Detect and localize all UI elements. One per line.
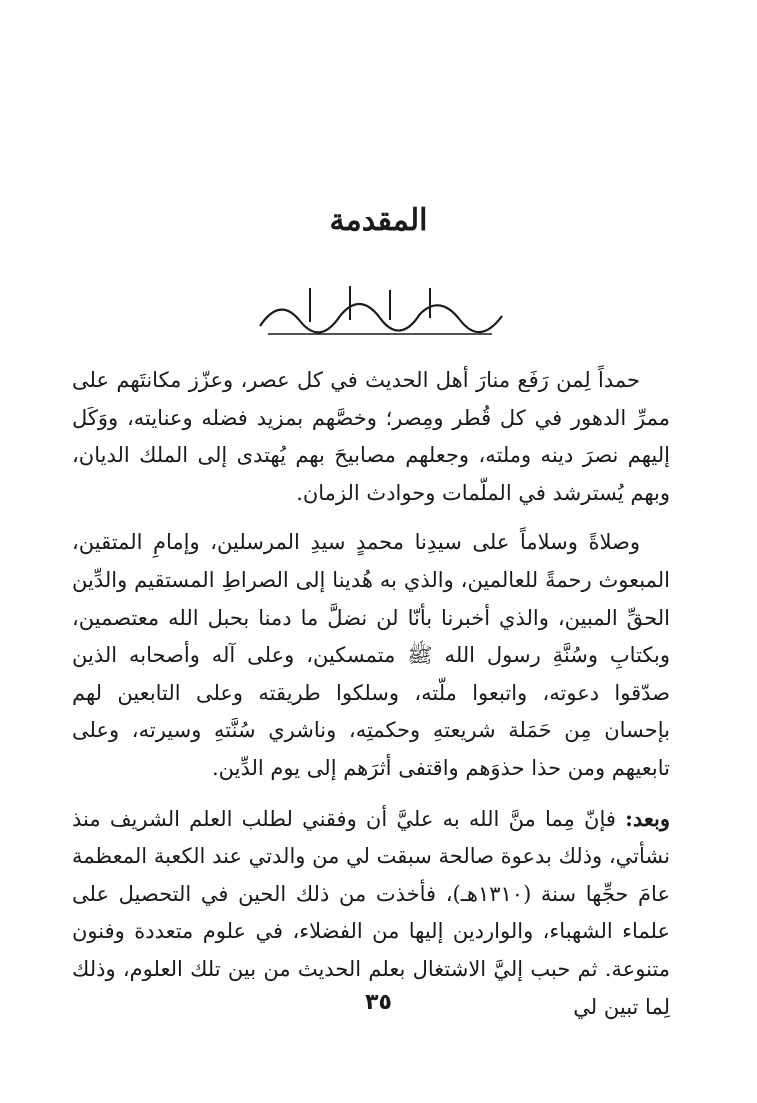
basmala-calligraphy (240, 276, 520, 346)
paragraph-2-text: وصلاةً وسلاماً على سيدِنا محمدٍ سيدِ المرسلين، وإمامِ المتقين، المبعوث رحمةً للعالمين، والذي به هُدينا إلى الصراطِ المستقيم والدِّين الحقِّ المبين، والذي أخبرنا بأنّا لن نضلَّ ما دمنا بحبل الله معتصمين، وبكتابِ وسُنَّةِ رسول الله ﷺ متمسكين، وعلى آله وأصحابه الذين صدّقوا دعوته، واتبعوا ملّته، وسلكوا طريقته وعلى التابعين لهم بإحسان مِن حَمَلة شريعتهِ وحكمتِه، وناشري سُنَّتهِ وسيرته، وعلى تابعيهم ومن حذا حذوَهم واقتفى أثرَهم إلى يوم الدِّين. (72, 530, 670, 780)
paragraph-1-text: حمداً لِمن رَفَع منارَ أهل الحديث في كل عصر، وعزّز مكانتَهم على ممرِّ الدهور في كل قُطر ومِصر؛ وخصَّهم بمزيد فضله وعنايته، ووَكَل إليهم نصرَ دينه وملته، وجعلهم مصابيحَ بهم يُهتدى إلى الملك الديان، وبهم يُسترشد في الملّمات وحوادث الزمان. (72, 368, 670, 505)
paragraph-3-lead: وبعد: (625, 805, 670, 831)
paragraph-1 (72, 362, 670, 512)
paragraph-2 (72, 524, 670, 787)
body-text (72, 362, 670, 1038)
chapter-title: المقدمة (329, 203, 428, 238)
paragraph-3-text: فإنّ مِما منَّ الله به عليَّ أن وفقني لطلب العلم الشريف منذ نشأتي، وذلك بدعوة صالحة سبقت لي من والدتي عند الكعبة المعظمة عامَ حجِّها سنة (١٣١٠هـ)، فأخذت من ذلك الحين في التحصيل على علماء الشهباء، والواردين إليها من الفضلاء، في علوم متعددة وفنون متنوعة. ثم حبب إليَّ الاشتغال بعلم الحديث من بين تلك العلوم، وذلك لِما تبين لي (72, 806, 670, 1019)
page-number: ٣٥ (365, 990, 392, 1015)
